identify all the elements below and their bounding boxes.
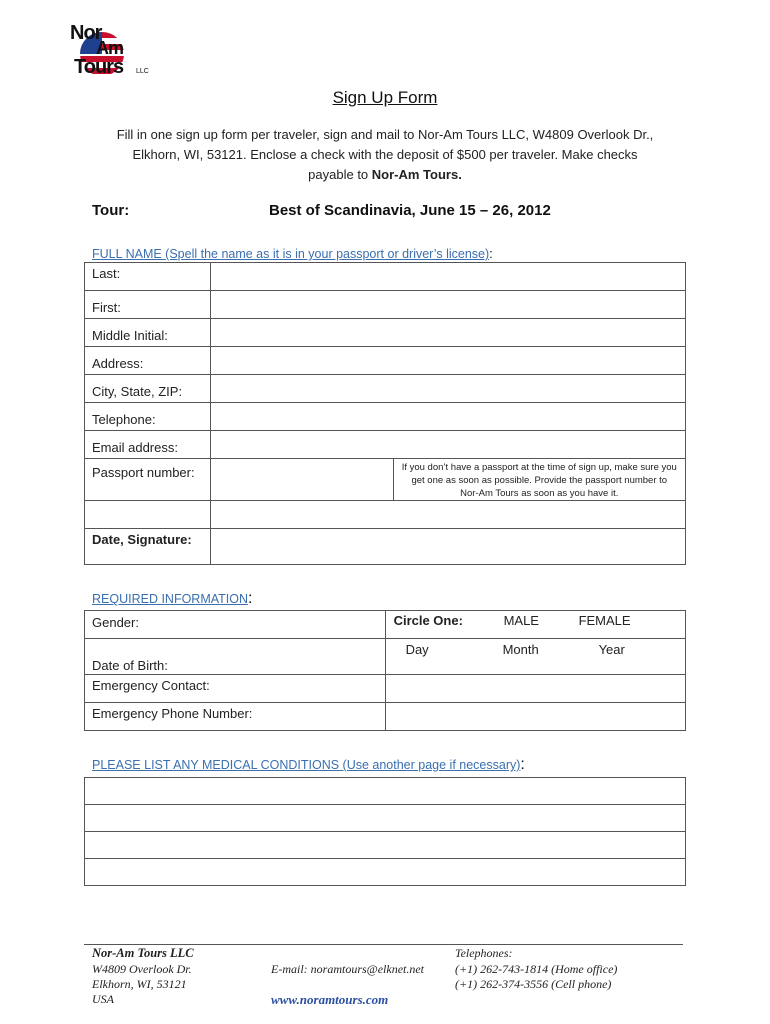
table-row xyxy=(85,639,686,675)
logo-text-am: Am xyxy=(96,38,124,58)
medical-heading-text: PLEASE LIST ANY MEDICAL CONDITIONS (Use another page if necessary) xyxy=(92,758,521,772)
row-label-telephone: Telephone: xyxy=(85,403,211,431)
row-label-email: Email address: xyxy=(85,431,211,459)
footer-street: W4809 Overlook Dr. xyxy=(92,962,192,976)
first-name-field[interactable] xyxy=(210,291,685,319)
full-name-heading-text: FULL NAME (Spell the name as it is in your passport or driver’s license) xyxy=(92,247,490,261)
passport-note: If you don’t have a passport at the time of sign up, make sure you get one as soon as possible. Provide the passport number to Nor-Am Tours as soon as you have it. xyxy=(393,459,685,501)
middle-initial-field[interactable] xyxy=(210,319,685,347)
emergency-contact-field[interactable] xyxy=(385,675,685,703)
row-label-emergency-phone: Emergency Phone Number: xyxy=(85,703,386,731)
tour-value: Best of Scandinavia, June 15 – 26, 2012 xyxy=(269,202,551,219)
row-label-last: Last: xyxy=(85,263,211,291)
table-row xyxy=(85,611,686,639)
row-label-date-signature: Date, Signature: xyxy=(85,529,211,565)
full-name-heading xyxy=(92,246,493,261)
gender-options xyxy=(385,611,685,639)
intro-line-3-prefix: payable to xyxy=(308,167,372,182)
passport-number-field[interactable] xyxy=(210,459,393,501)
circle-one-label: Circle One: xyxy=(393,613,463,628)
footer-email[interactable]: E-mail: noramtours@elknet.net xyxy=(271,962,425,976)
footer-phone-home: (+1) 262-743-1814 (Home office) xyxy=(455,962,618,976)
tour-label: Tour: xyxy=(92,202,130,219)
table-row xyxy=(85,319,686,347)
email-field[interactable] xyxy=(210,431,685,459)
medical-conditions-table xyxy=(84,777,686,886)
row-label-gender: Gender: xyxy=(85,611,386,639)
form-title: Sign Up Form xyxy=(332,88,438,107)
gender-male-option[interactable]: MALE xyxy=(503,613,539,628)
medical-line-1[interactable] xyxy=(85,778,686,805)
footer-website-link[interactable]: www.noramtours.com xyxy=(271,992,389,1007)
full-name-table xyxy=(84,262,686,565)
address-field[interactable] xyxy=(210,347,685,375)
row-label-address: Address: xyxy=(85,347,211,375)
intro-line-2: Elkhorn, WI, 53121. Enclose a check with the deposit of $500 per traveler. Make checks xyxy=(132,147,638,162)
medical-heading xyxy=(92,756,525,774)
blank-field[interactable] xyxy=(210,501,685,529)
footer-country: USA xyxy=(92,992,114,1006)
required-info-table xyxy=(84,610,686,731)
table-row xyxy=(85,675,686,703)
required-info-heading-text: REQUIRED INFORMATION xyxy=(92,592,249,606)
intro-line-1: Fill in one sign up form per traveler, sign and mail to Nor-Am Tours LLC, W4809 Overlook Dr., xyxy=(116,127,654,142)
table-row xyxy=(85,832,686,859)
table-row xyxy=(85,501,686,529)
table-row xyxy=(85,291,686,319)
company-logo xyxy=(62,20,162,80)
logo-text-tours: Tours xyxy=(74,56,124,78)
table-row xyxy=(85,347,686,375)
medical-heading-colon: : xyxy=(520,756,525,773)
table-row xyxy=(85,529,686,565)
telephone-field[interactable] xyxy=(210,403,685,431)
row-label-emergency-contact: Emergency Contact: xyxy=(85,675,386,703)
row-label-city-state-zip: City, State, ZIP: xyxy=(85,375,211,403)
intro-line-3-bold: Nor-Am Tours. xyxy=(371,167,462,182)
medical-line-2[interactable] xyxy=(85,805,686,832)
dob-month-label: Month xyxy=(502,642,539,657)
table-row xyxy=(85,778,686,805)
logo-text-llc: LLC xyxy=(136,68,149,75)
table-row xyxy=(85,859,686,886)
date-signature-field[interactable] xyxy=(210,529,685,565)
gender-female-option[interactable]: FEMALE xyxy=(578,613,631,628)
row-label-passport: Passport number: xyxy=(85,459,211,501)
last-name-field[interactable] xyxy=(210,263,685,291)
city-state-zip-field[interactable] xyxy=(210,375,685,403)
table-row xyxy=(85,459,686,501)
dob-day-label: Day xyxy=(405,642,429,657)
medical-line-3[interactable] xyxy=(85,832,686,859)
intro-paragraph xyxy=(80,125,690,185)
footer-city: Elkhorn, WI, 53121 xyxy=(92,977,187,991)
row-blank-label xyxy=(85,501,211,529)
footer-phones-label: Telephones: xyxy=(455,946,513,960)
footer-phone-cell: (+1) 262-374-3556 (Cell phone) xyxy=(455,977,612,991)
table-row xyxy=(85,805,686,832)
table-row xyxy=(85,375,686,403)
table-row xyxy=(85,263,686,291)
required-info-heading xyxy=(92,590,252,608)
table-row xyxy=(85,703,686,731)
footer-divider xyxy=(84,944,683,945)
required-info-heading-colon: : xyxy=(248,590,253,607)
row-label-first: First: xyxy=(85,291,211,319)
footer-company: Nor-Am Tours LLC xyxy=(92,946,194,960)
dob-fields[interactable] xyxy=(385,639,685,675)
table-row xyxy=(85,431,686,459)
row-label-middle-initial: Middle Initial: xyxy=(85,319,211,347)
dob-year-label: Year xyxy=(598,642,625,657)
full-name-heading-colon: : xyxy=(489,246,493,261)
emergency-phone-field[interactable] xyxy=(385,703,685,731)
table-row xyxy=(85,403,686,431)
intro-line-3 xyxy=(80,165,690,185)
logo-text-nor: Nor xyxy=(70,22,102,44)
row-label-dob: Date of Birth: xyxy=(85,639,386,675)
medical-line-4[interactable] xyxy=(85,859,686,886)
